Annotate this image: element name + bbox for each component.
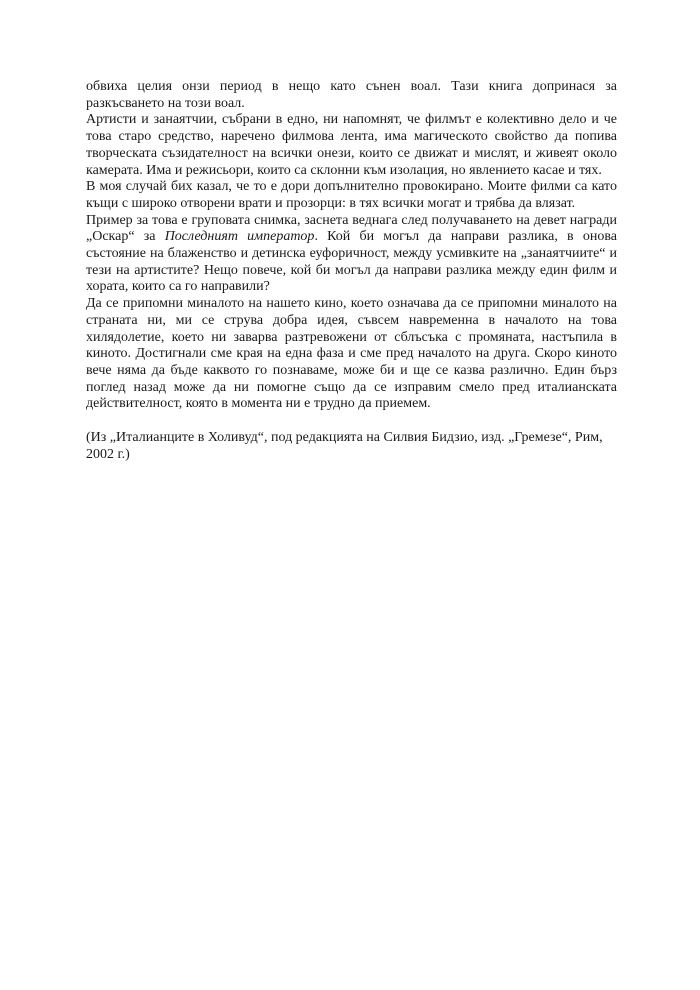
source-citation: (Из „Италианците в Холивуд“, под редакцията на Силвия Бидзио, изд. „Гремезе“, Рим, 2002 г.) [86,430,603,462]
paragraph-remember-past: Да се припомни миналото на нашето кино, което означава да се припомни миналото на страната ни, ми се струва добра идея, съвсем навременна в началото на това хилядолетие, което ни заварва разтревожени от сблъсъка с промяната, настъпила в киното. Достигнали сме края на една фаза и сме пред началото на друга. Скоро киното вече няма да бъде каквото го познаваме, може би и ще се казва различно. Един бърз поглед назад може да ни помогне също да се изправим смело пред италианската действителност, която в момента ни е трудно да приемем. [86,296,617,412]
paragraph-my-case: В моя случай бих казал, че то е дори допълнително провокирано. Моите филми са като къщи с широко отворени врати и прозорци: в тях всички могат и трябва да влязат. [86,179,617,211]
paragraph-artists-craftsmen: Артисти и занаятчии, събрани в едно, ни напомнят, че филмът е колективно дело и че това старо средство, наречено филмова лента, има магическото свойство да попива творческата съзидателност на всички онези, които се движат и мислят, и живеят около камерата. Има и режисьори, които са склонни към изолация, но явлението касае и тях. [86,112,617,178]
film-title: Последният император [164,229,315,245]
paragraph-group-photo [86,213,617,297]
document-page [86,79,617,463]
paragraph-group-photo-text-start: Пример за това е груповата снимка, заснета веднага след получаването на девет награди „Оскар“ за [86,212,617,245]
paragraph-veil: обвиха целия онзи период в нещо като сънен воал. Тази книга допринася за разкъсването на този воал. [86,79,617,111]
paragraph-group-photo-text-end: . Кой би могъл да направи разлика, в онова състояние на блаженство и детинска еуфоричност, между усмивките на „занаятчиите“ и тези на артистите? Нещо повече, кой би могъл да направи разлика между един филм и хората, които са го направили? [86,229,617,295]
